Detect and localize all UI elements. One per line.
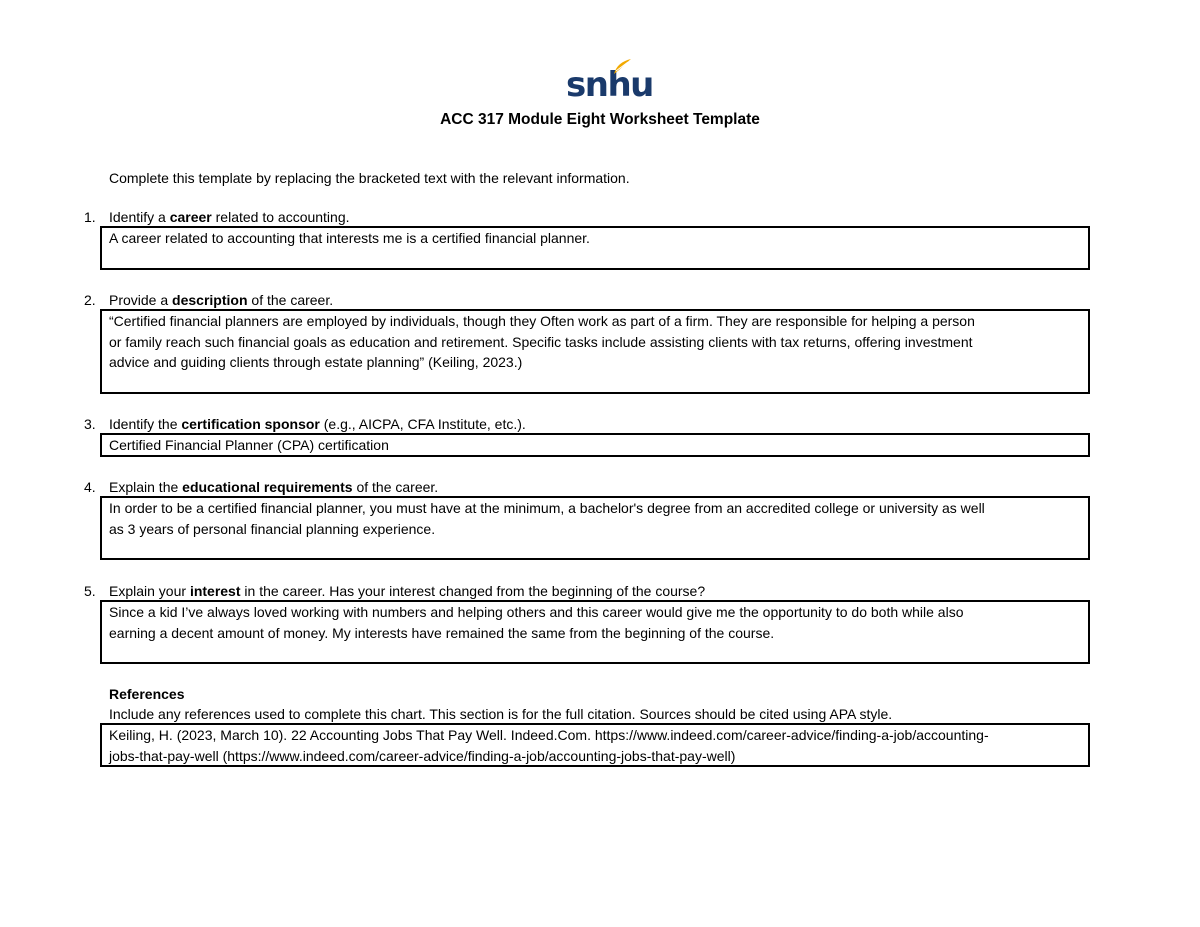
- question-number: 1.: [84, 209, 96, 225]
- answer-box[interactable]: [100, 309, 1090, 394]
- answer-line: In order to be a certified financial planner, you must have at the minimum, a bachelor's degree from an accredited college or university as well: [109, 500, 985, 516]
- answer-box[interactable]: [100, 433, 1090, 457]
- answer-line: Since a kid I’ve always loved working with numbers and helping others and this career would give me the opportunity to do both while also: [109, 604, 964, 620]
- answer-line: A career related to accounting that interests me is a certified financial planner.: [109, 230, 590, 246]
- answer-line: “Certified financial planners are employed by individuals, though they Often work as part of a firm. They are responsible for helping a person: [109, 313, 975, 329]
- answer-line: Certified Financial Planner (CPA) certification: [109, 437, 389, 453]
- reference-line: jobs-that-pay-well (https://www.indeed.com/career-advice/finding-a-job/accounting-jobs-that-pay-well): [109, 747, 736, 764]
- answer-line: earning a decent amount of money. My interests have remained the same from the beginning of the course.: [109, 624, 775, 641]
- document-title: ACC 317 Module Eight Worksheet Template: [440, 111, 760, 128]
- question-prompt: Identify a career related to accounting.: [109, 209, 350, 225]
- answer-box[interactable]: [100, 226, 1090, 270]
- references-heading: References: [109, 686, 185, 702]
- reference-line: Keiling, H. (2023, March 10). 22 Accounting Jobs That Pay Well. Indeed.Com. https://www.indeed.com/career-advice/finding-a-job/accounting-: [109, 727, 989, 743]
- answer-line: advice and guiding clients through estate planning” (Keiling, 2023.): [109, 354, 523, 370]
- question-prompt: Identify the certification sponsor (e.g., AICPA, CFA Institute, etc.).: [109, 416, 526, 432]
- logo-wordmark: snhu: [566, 65, 653, 105]
- snhu-logo: [566, 58, 653, 105]
- question-number: 5.: [84, 583, 96, 599]
- leaf-icon: [612, 58, 632, 76]
- question-number: 3.: [84, 416, 96, 432]
- references-instructions: Include any references used to complete this chart. This section is for the full citation. Sources should be cited using APA style.: [109, 706, 893, 722]
- answer-box[interactable]: [100, 600, 1090, 664]
- answer-line: or family reach such financial goals as education and retirement. Specific tasks include assisting clients with tax returns, offering investment: [109, 333, 973, 350]
- question-prompt: Provide a description of the career.: [109, 292, 334, 308]
- references-box[interactable]: [100, 723, 1090, 767]
- answer-line: as 3 years of personal financial planning experience.: [109, 520, 436, 537]
- question-prompt: Explain your interest in the career. Has your interest changed from the beginning of the course?: [109, 583, 706, 599]
- instructions-text: Complete this template by replacing the bracketed text with the relevant information.: [109, 170, 630, 186]
- question-number: 4.: [84, 479, 96, 495]
- question-number: 2.: [84, 292, 96, 308]
- answer-box[interactable]: [100, 496, 1090, 560]
- question-prompt: Explain the educational requirements of the career.: [109, 479, 439, 495]
